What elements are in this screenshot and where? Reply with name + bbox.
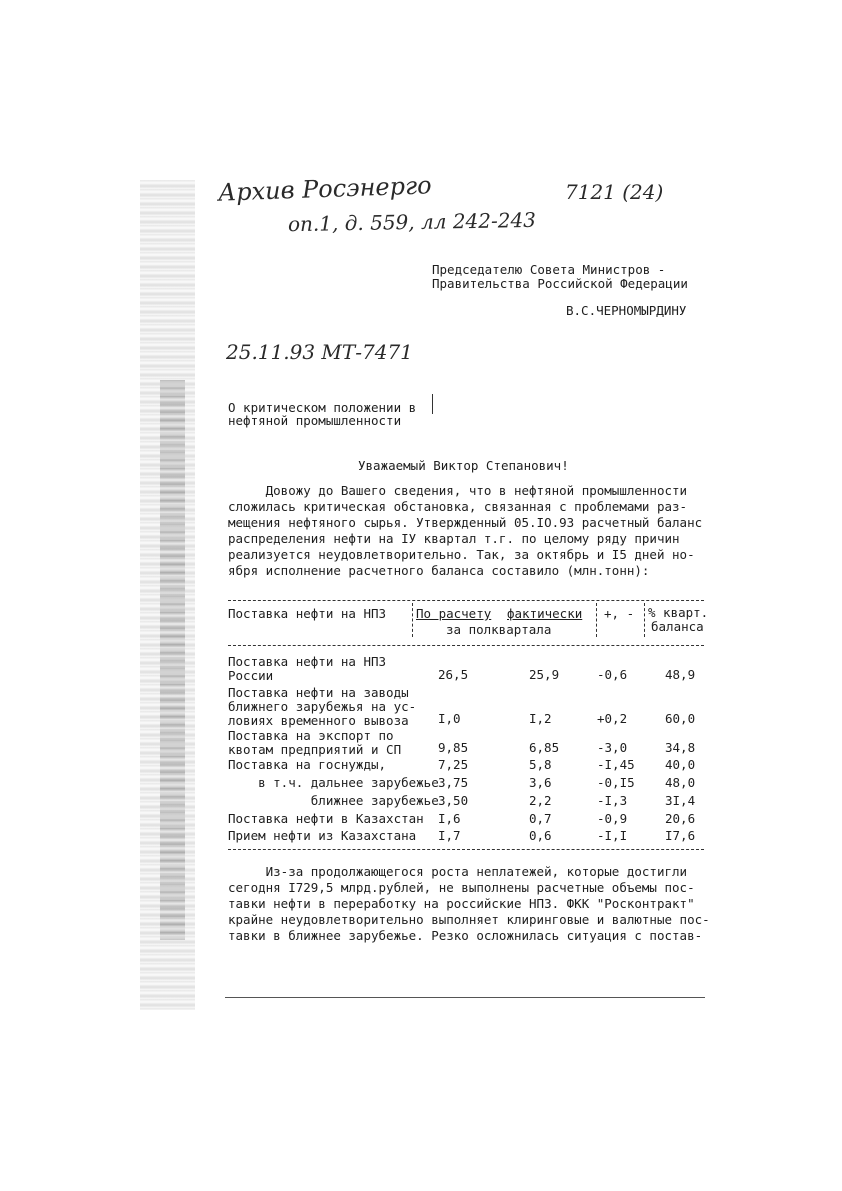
closing-line-4: крайне неудовлетворительно выполняет клиринговые и валютные пос- [228,912,710,927]
page-bottom-rule [225,997,705,998]
row-4-plan: 7,25 [438,757,469,772]
row-1-fact: 25,9 [529,667,560,682]
header-sep-2 [596,603,597,637]
row-1-diff: -0,6 [597,667,628,682]
row-5-pct: 48,0 [665,775,696,790]
closing-line-5: тавки в ближнее зарубежье. Резко осложнилась ситуация с постав- [228,928,703,943]
row-1-label: Поставка нефти на НПЗ России [228,654,387,683]
row-4-diff: -I,45 [597,757,635,772]
row-5-label: в т.ч. дальнее зарубежье [228,775,439,790]
header-diff: +, - [604,606,635,621]
row-6-label: ближнее зарубежье [228,793,439,808]
addressee-line1: Председателю Совета Министров - [432,262,666,277]
row-1-pct: 48,9 [665,667,696,682]
subject-mark [432,394,433,414]
header-pct-1: % кварт. [648,605,709,620]
row-7-label: Поставка нефти в Казахстан [228,811,424,826]
intro-line-4: распределения нефти на IУ квартал т.г. по целому ряду причин [228,531,680,546]
row-8-fact: 0,6 [529,828,552,843]
header-fact: фактически [507,606,583,621]
scan-binding-noise [160,380,185,940]
header-sep-1 [412,603,413,637]
intro-line-6: ября исполнение расчетного баланса составило (млн.тонн): [228,563,650,578]
row-2-label: Поставка нефти на заводы ближнего зарубежья на ус- ловиях временного вывоза [228,685,417,728]
row-8-pct: I7,6 [665,828,696,843]
subject-line1: О критическом положении в [228,400,417,415]
row-7-plan: I,6 [438,811,461,826]
table-header-rule [228,645,704,646]
row-6-fact: 2,2 [529,793,552,808]
header-period: за полквартала [446,622,552,637]
intro-line-5: реализуется неудовлетворительно. Так, за октябрь и I5 дней но- [228,547,695,562]
row-3-pct: 34,8 [665,740,696,755]
closing-line-2: сегодня I729,5 млрд.рублей, не выполнены расчетные объемы пос- [228,880,695,895]
header-plan: По расчету [416,606,492,621]
header-pct-2: баланса [651,619,704,634]
archive-note-line1: Архив Росэнерго [217,171,432,207]
row-4-label: Поставка на госнужды, [228,757,387,772]
row-3-label: Поставка на экспорт по квотам предприятий и СП [228,728,402,757]
row-2-diff: +0,2 [597,711,628,726]
addressee-line2: Правительства Российской Федерации [432,276,688,291]
row-4-fact: 5,8 [529,757,552,772]
row-8-diff: -I,I [597,828,628,843]
row-7-pct: 20,6 [665,811,696,826]
salutation: Уважаемый Виктор Степанович! [358,458,569,473]
row-7-diff: -0,9 [597,811,628,826]
table-bottom-rule [228,849,704,850]
registration-number: 25.11.93 МТ-7471 [226,340,413,364]
closing-line-3: тавки нефти в переработку на российские НПЗ. ФКК "Росконтракт" [228,896,695,911]
row-1-plan: 26,5 [438,667,469,682]
intro-line-2: сложилась критическая обстановка, связанная с проблемами раз- [228,499,688,514]
closing-line-1: Из-за продолжающегося роста неплатежей, которые достигли [228,864,688,879]
addressee-name: В.С.ЧЕРНОМЫРДИНУ [566,303,687,318]
row-3-plan: 9,85 [438,740,469,755]
archive-note-ref: 7121 (24) [565,180,664,204]
row-6-pct: 3I,4 [665,793,696,808]
row-2-pct: 60,0 [665,711,696,726]
row-2-fact: I,2 [529,711,552,726]
header-sep-3 [644,603,645,637]
intro-line-1: Довожу до Вашего сведения, что в нефтяной промышленности [228,483,688,498]
row-8-plan: I,7 [438,828,461,843]
row-8-label: Прием нефти из Казахстана [228,828,417,843]
table-top-rule [228,600,704,601]
row-3-fact: 6,85 [529,740,560,755]
row-2-plan: I,0 [438,711,461,726]
intro-line-3: мещения нефтяного сырья. Утвержденный 05.IO.93 расчетный баланс [228,515,703,530]
row-6-diff: -I,3 [597,793,628,808]
row-5-plan: 3,75 [438,775,469,790]
row-4-pct: 40,0 [665,757,696,772]
row-3-diff: -3,0 [597,740,628,755]
subject-line2: нефтяной промышленности [228,413,402,428]
row-6-plan: 3,50 [438,793,469,808]
header-delivery: Поставка нефти на НПЗ [228,606,387,621]
row-5-diff: -0,I5 [597,775,635,790]
row-7-fact: 0,7 [529,811,552,826]
archive-note-line2: оп.1, д. 559, лл 242-243 [287,207,537,237]
row-5-fact: 3,6 [529,775,552,790]
